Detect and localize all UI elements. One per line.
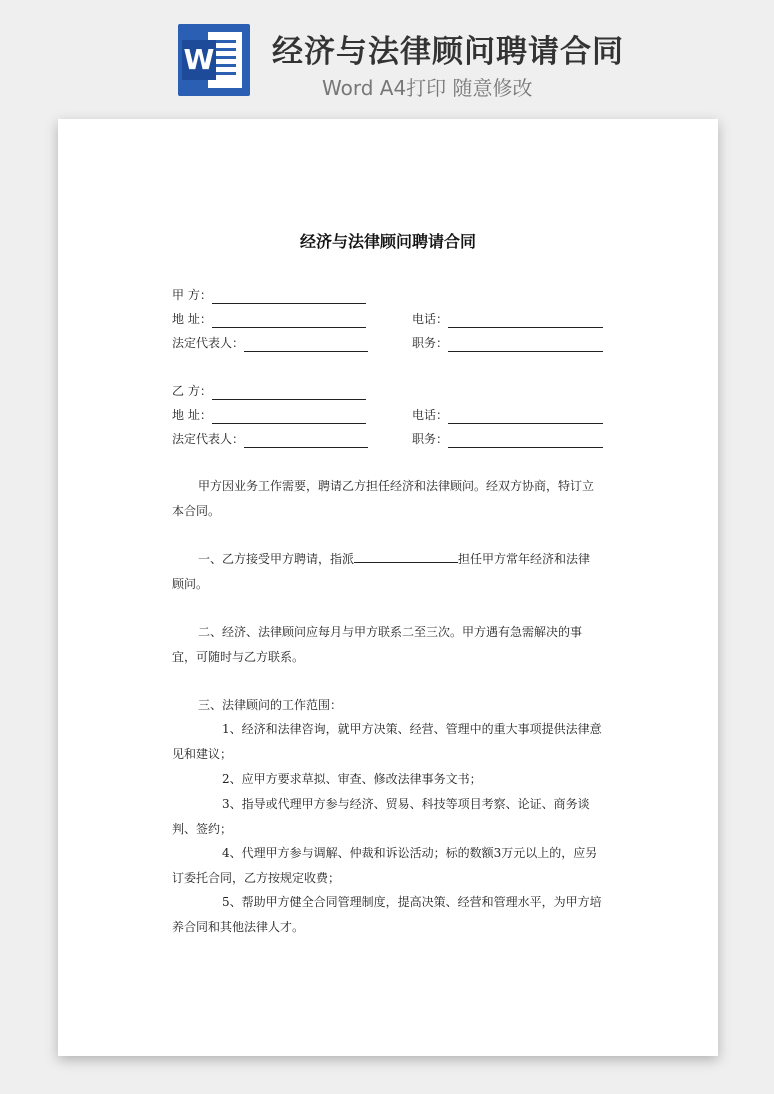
clause-3-item: 3、指导或代理甲方参与经济、贸易、科技等项目考察、论证、商务谈判、签约； (172, 797, 590, 836)
party-b-position-field (412, 430, 603, 448)
party-b-rep-field (172, 430, 368, 448)
clause-3-item: 1、经济和法律咨询，就甲方决策、经营、管理中的重大事项提供法律意见和建议； (172, 722, 602, 761)
party-a-phone-label: 电话： (412, 312, 449, 326)
clause-1-paragraph (172, 547, 602, 597)
clause-3-title: 三、法律顾问的工作范围： (198, 698, 343, 712)
clause-3-item: 4、代理甲方参与调解、仲裁和诉讼活动；标的数额3万元以上的，应另订委托合同，乙方按规定收费； (172, 846, 598, 885)
party-b-position-label: 职务： (412, 432, 449, 446)
document-page (58, 119, 718, 1056)
party-a-position-field (412, 334, 603, 352)
party-a-rep-field (172, 334, 368, 352)
party-a-address-field (172, 310, 366, 328)
party-b-position-line[interactable] (448, 434, 603, 448)
party-b-address-field (172, 406, 366, 424)
document-title: 经济与法律顾问聘请合同 (299, 232, 476, 251)
intro-paragraph: 甲方因业务工作需要，聘请乙方担任经济和法律顾问。经双方协商，特订立本合同。 (172, 479, 595, 518)
party-a-position-line[interactable] (448, 338, 603, 352)
clause-1-text-before: 一、乙方接受甲方聘请，指派 (198, 552, 355, 566)
party-a-phone-line[interactable] (448, 314, 603, 328)
party-b-rep-label: 法定代表人： (172, 432, 245, 446)
party-b-phone-line[interactable] (448, 410, 603, 424)
party-a-name-field (172, 286, 366, 304)
clause-3-item: 5、帮助甲方健全合同管理制度，提高决策、经营和管理水平，为甲方培养合同和其他法律人才。 (172, 895, 602, 934)
party-b-name-field (172, 382, 366, 400)
party-b-rep-line[interactable] (244, 434, 368, 448)
party-a-address-line[interactable] (212, 314, 366, 328)
word-icon (178, 24, 250, 96)
party-b-address-label: 地 址： (172, 408, 212, 422)
party-a-name-label: 甲 方： (172, 288, 212, 302)
party-a-rep-label: 法定代表人： (172, 336, 245, 350)
clause-3-item: 2、应甲方要求草拟、审查、修改法律事务文书； (222, 772, 482, 786)
banner-title: 经济与法律顾问聘请合同 (272, 34, 624, 70)
banner-subtitle: Word A4打印 随意修改 (322, 76, 533, 100)
clause-2-paragraph: 二、经济、法律顾问应每月与甲方联系二至三次。甲方遇有急需解决的事宜，可随时与乙方联系。 (172, 625, 583, 664)
word-letter: W (182, 40, 216, 80)
party-a-phone-field (412, 310, 603, 328)
clause-1-text-after: 担任甲方常年经济和法律顾问。 (172, 552, 591, 591)
banner (0, 0, 774, 110)
party-b-phone-field (412, 406, 603, 424)
appointee-blank-line[interactable] (354, 549, 458, 563)
party-b-phone-label: 电话： (412, 408, 449, 422)
party-b-name-line[interactable] (212, 386, 366, 400)
party-a-rep-line[interactable] (244, 338, 368, 352)
party-b-address-line[interactable] (212, 410, 366, 424)
party-b-name-label: 乙 方： (172, 384, 212, 398)
party-a-position-label: 职务： (412, 336, 449, 350)
party-a-name-line[interactable] (212, 290, 366, 304)
party-a-address-label: 地 址： (172, 312, 212, 326)
